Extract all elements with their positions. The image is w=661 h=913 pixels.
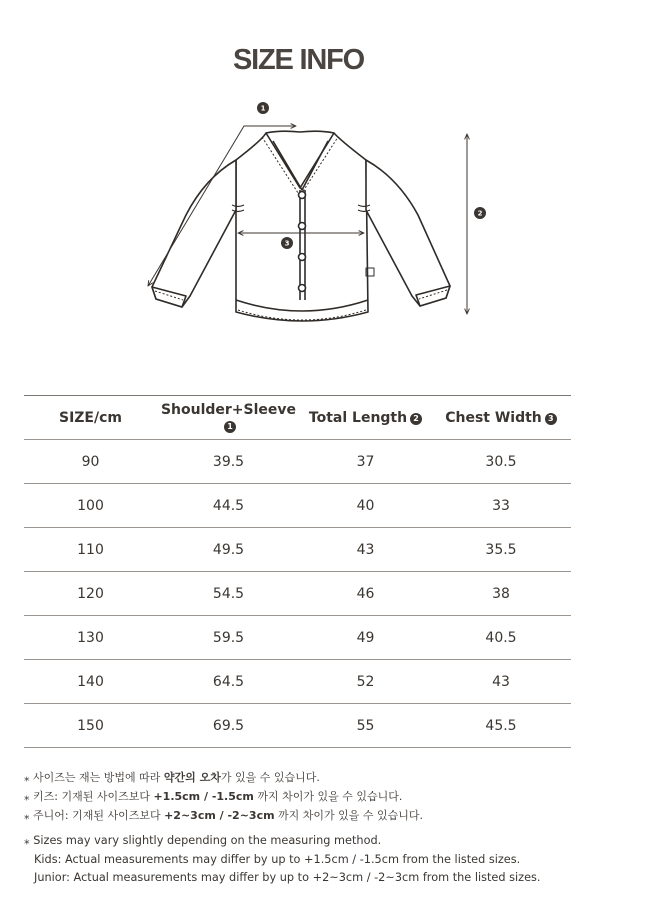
page-title: SIZE INFO <box>233 44 364 76</box>
table-row <box>24 528 571 572</box>
cell-total-length: 37 <box>300 440 431 484</box>
marker-3-icon: 3 <box>545 413 557 425</box>
cell-size: 120 <box>24 572 157 616</box>
cell-total-length: 52 <box>300 660 431 704</box>
note-ko-3: ⁎ 주니어: 기재된 사이즈보다 +2~3cm / -2~3cm 까지 차이가 있을 수 있습니다. <box>24 809 424 822</box>
cell-shoulder-sleeve: 39.5 <box>157 440 300 484</box>
cell-size: 90 <box>24 440 157 484</box>
cell-chest-width: 30.5 <box>431 440 571 484</box>
table-row <box>24 484 571 528</box>
table-row <box>24 440 571 484</box>
header-size: SIZE/cm <box>24 396 157 440</box>
cell-chest-width: 45.5 <box>431 704 571 748</box>
cardigan-diagram <box>0 95 661 350</box>
cell-size: 100 <box>24 484 157 528</box>
cell-total-length: 49 <box>300 616 431 660</box>
cardigan-icon <box>152 131 450 321</box>
cell-shoulder-sleeve: 64.5 <box>157 660 300 704</box>
header-chest-width: Chest Width 3 <box>431 396 571 440</box>
cell-shoulder-sleeve: 44.5 <box>157 484 300 528</box>
cell-chest-width: 33 <box>431 484 571 528</box>
marker-2-icon: 2 <box>410 413 422 425</box>
cell-chest-width: 35.5 <box>431 528 571 572</box>
cell-size: 130 <box>24 616 157 660</box>
header-shoulder-sleeve: Shoulder+Sleeve1 <box>157 396 300 440</box>
cell-shoulder-sleeve: 49.5 <box>157 528 300 572</box>
english-notes <box>24 832 541 888</box>
note-ko-2: ⁎ 키즈: 기재된 사이즈보다 +1.5cm / -1.5cm 까지 차이가 있을 수 있습니다. <box>24 790 403 803</box>
svg-text:3: 3 <box>284 239 290 248</box>
header-total-length: Total Length 2 <box>300 396 431 440</box>
note-en-3: Junior: Actual measurements may differ by up to +2~3cm / -2~3cm from the listed sizes. <box>34 871 541 884</box>
cell-shoulder-sleeve: 59.5 <box>157 616 300 660</box>
note-en-2: Kids: Actual measurements may differ by up to +1.5cm / -1.5cm from the listed sizes. <box>34 852 521 866</box>
cell-size: 110 <box>24 528 157 572</box>
marker-1-icon: 1 <box>224 421 236 433</box>
table-header-row <box>24 396 571 440</box>
cell-total-length: 55 <box>300 704 431 748</box>
cell-total-length: 40 <box>300 484 431 528</box>
korean-notes <box>24 768 423 825</box>
note-ko-1: ⁎ 사이즈는 재는 방법에 따라 약간의 오차가 있을 수 있습니다. <box>24 771 320 784</box>
cell-chest-width: 43 <box>431 660 571 704</box>
svg-text:2: 2 <box>477 209 483 218</box>
cell-size: 150 <box>24 704 157 748</box>
cell-chest-width: 38 <box>431 572 571 616</box>
size-table <box>24 395 571 748</box>
table-row <box>24 572 571 616</box>
svg-text:1: 1 <box>260 104 266 113</box>
cell-shoulder-sleeve: 54.5 <box>157 572 300 616</box>
cell-shoulder-sleeve: 69.5 <box>157 704 300 748</box>
cell-total-length: 43 <box>300 528 431 572</box>
table-row <box>24 660 571 704</box>
table-row <box>24 704 571 748</box>
note-en-1: ⁎ Sizes may vary slightly depending on the measuring method. <box>24 834 382 847</box>
cell-chest-width: 40.5 <box>431 616 571 660</box>
cell-size: 140 <box>24 660 157 704</box>
table-row <box>24 616 571 660</box>
cell-total-length: 46 <box>300 572 431 616</box>
